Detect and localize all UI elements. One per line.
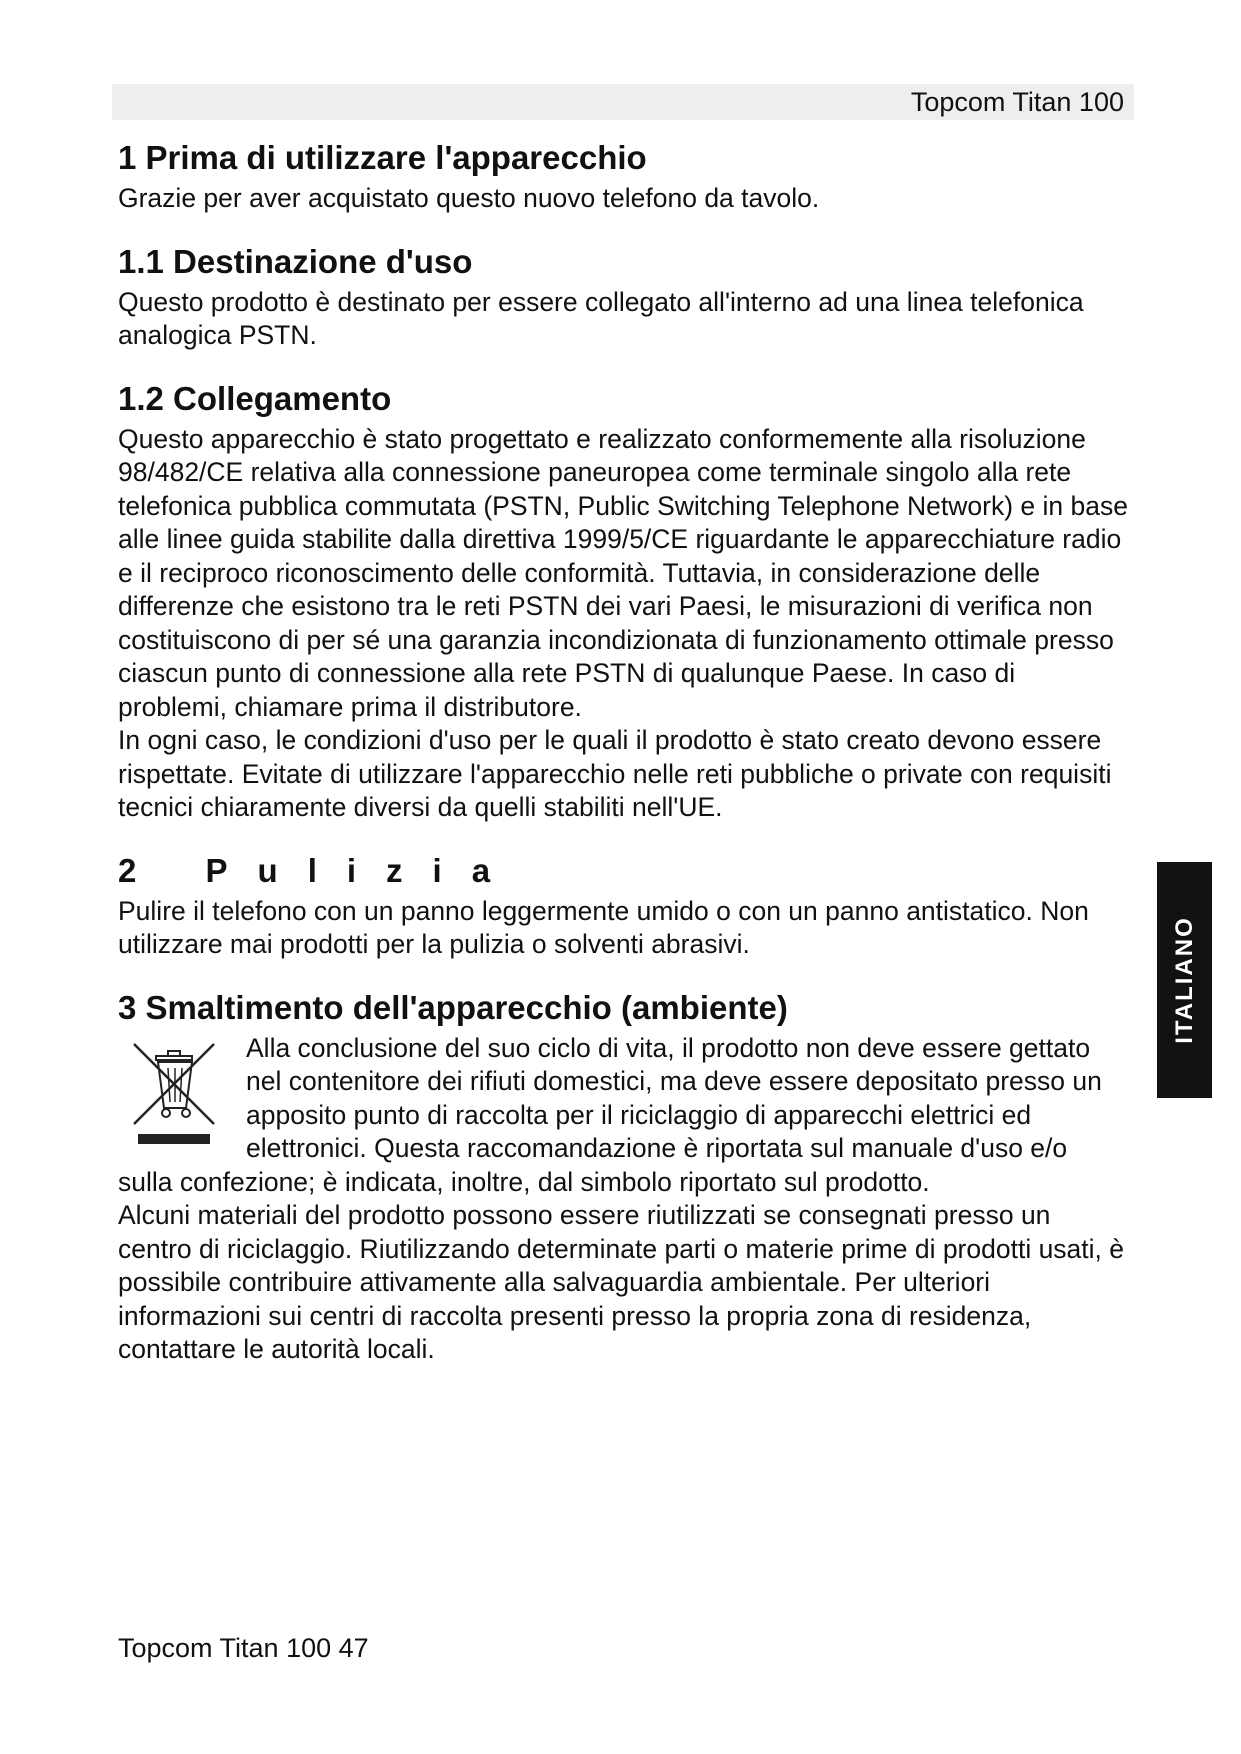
page-header [112, 84, 1134, 120]
section-3-title: 3 Smaltimento dell'apparecchio (ambiente) [118, 988, 788, 1026]
page-content [118, 134, 1128, 1389]
section-2-title: 2 Pulizia [118, 851, 521, 889]
section-1-2-title: 1.2 Collegamento [118, 379, 392, 417]
section-1-1-body: Questo prodotto è destinato per essere collegato all'interno ad una linea telefonica analogica PSTN. [118, 286, 1084, 350]
section-1-2-body-1: Questo apparecchio è stato progettato e realizzato conformemente alla risoluzione 98/482/CE relativa alla connessione paneuropea come terminale singolo alla rete telefonica pubblica commutata (PSTN, Public Switching Telephone Network) e in base alle linee guida stabilite dalla direttiva 1999/5/CE riguardante le apparecchiature radio e il reciproco riconoscimento delle conformità. Tuttavia, in considerazione delle differenze che esistono tra le reti PSTN dei vari Paesi, le misurazioni di verifica non costituiscono di per sé una garanzia incondizionata di funzionamento ottimale presso ciascun punto di connessione alla rete PSTN di qualunque Paese. In caso di problemi, chiamare prima il distributore. [118, 423, 1128, 722]
section-1-body: Grazie per aver acquistato questo nuovo telefono da tavolo. [118, 183, 820, 213]
weee-crossed-bin-icon [118, 1036, 230, 1154]
section-1 [118, 134, 1128, 216]
page-footer: Topcom Titan 100 47 [118, 1633, 369, 1663]
section-1-1 [118, 238, 1128, 353]
section-2-body: Pulire il telefono con un panno leggermente umido o con un panno antistatico. Non utilizzare mai prodotti per la pulizia o solventi abrasivi. [118, 895, 1089, 959]
section-2 [118, 847, 1128, 962]
section-3-body-2: Alcuni materiali del prodotto possono essere riutilizzati se consegnati presso un centro di riciclaggio. Riutilizzando determinate parti o materie prime di prodotti usati, è possibile contribuire attivamente alla salvaguardia ambientale. Per ulteriori informazioni sui centri di raccolta presenti presso la propria zona di residenza, contattare le autorità locali. [118, 1200, 1125, 1364]
section-3 [118, 984, 1128, 1367]
language-tab-label: ITALIANO [1170, 916, 1198, 1044]
section-1-title: 1 Prima di utilizzare l'apparecchio [118, 139, 647, 176]
header-title: Topcom Titan 100 [910, 87, 1124, 117]
section-3-body-1: Alla conclusione del suo ciclo di vita, il prodotto non deve essere gettato nel contenitore dei rifiuti domestici, ma deve essere depositato presso un apposito punto di raccolta per il riciclaggio di apparecchi elettrici ed elettronici. Questa raccomandazione è riportata sul manuale d'uso e/o sulla confezione; è indicata, inoltre, dal simbolo riportato sul prodotto. [118, 1032, 1102, 1197]
section-1-2-body-2: In ogni caso, le condizioni d'uso per le quali il prodotto è stato creato devono essere rispettate. Evitate di utilizzare l'apparecchio nelle reti pubbliche o private con requisiti tecnici chiaramente diversi da quelli stabiliti nell'UE. [118, 725, 1112, 822]
language-tab [1157, 862, 1212, 1098]
section-3-content [118, 1032, 1128, 1367]
section-1-1-title: 1.1 Destinazione d'uso [118, 242, 473, 280]
section-1-2 [118, 375, 1128, 825]
